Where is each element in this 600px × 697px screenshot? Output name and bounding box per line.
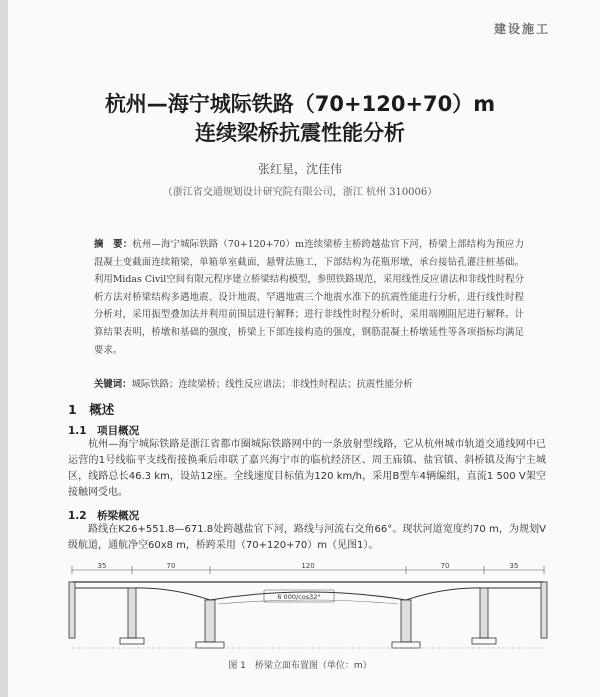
span-label-5: 35	[509, 562, 519, 570]
pier	[128, 588, 136, 638]
abutment	[541, 582, 547, 638]
subsection-heading-1-2	[68, 508, 139, 523]
span-label-1: 35	[97, 562, 107, 570]
abstract-label: 摘 要：	[94, 239, 133, 250]
pier	[480, 588, 488, 638]
abstract	[94, 236, 524, 359]
subsection-title: 桥梁概况	[97, 510, 140, 522]
section-title: 概述	[89, 402, 115, 417]
section-number: 1	[68, 402, 77, 417]
figure-caption: 图 1 桥梁立面布置图（单位：m）	[228, 661, 372, 671]
span-label-4: 70	[440, 562, 450, 570]
keywords-text: 城际铁路；连续梁桥；线性反应谱法；非线性时程法；抗震性能分析	[131, 379, 413, 390]
subsection-heading-1-1	[68, 423, 139, 438]
pier	[401, 600, 411, 642]
annotation-text: 6 000/cos32°	[277, 593, 321, 601]
subsection-number: 1.1	[68, 425, 87, 437]
abutment	[69, 582, 75, 638]
title-line-1: 杭州—海宁城际铁路（70+120+70）m	[104, 92, 496, 116]
section-tag: 建设施工	[493, 22, 550, 36]
title-line-2: 连续梁桥抗震性能分析	[195, 121, 405, 145]
subsection-number: 1.2	[68, 510, 87, 522]
paragraph-project-overview: 杭州—海宁城际铁路是浙江省都市圈城际铁路网中的一条放射型线路，它从杭州城市轨道交通线网中已运营的1号线临平支线衔接换乘后串联了嘉兴海宁市的临杭经济区、周王庙镇、盐官镇、斜桥镇及海宁主城区，线路总长46.3 km，设站12座。全线速度目标值为120 km/h，采用B型车4辆编组，直流1 500 V架空接触网受电。	[68, 439, 546, 498]
span-label-2: 70	[166, 562, 176, 570]
affiliation: （浙江省交通规划设计研究院有限公司，浙江 杭州 310006）	[162, 187, 438, 198]
abstract-text: 杭州—海宁城际铁路（70+120+70）m连续梁桥主桥跨越盐官下河，桥梁上部结构为预应力混凝土变截面连续箱梁，单箱单室截面，悬臂法施工，下部结构为花瓶形墩，承台接钻孔灌注桩基础。利用Midas Civil空间有限元程序建立桥梁结构模型，参照铁路规范，采用线性反应谱法和非线性时程分析方法对桥梁结构多遇地震、设计地震、罕遇地震三个地震水准下的抗震性能进行分析，进行线性时程分析对，采用振型叠加法并利用前围层进行解释；进行非线性时程分析时，采用端刚阻尼进行解释。计算结果表明，桥墩和基础的强度，桥梁上下部连接构造的强度，钢筋混凝土桥墩延性等各项指标均满足要求。	[94, 239, 524, 356]
pier	[205, 600, 215, 642]
bridge-elevation-figure	[68, 560, 548, 655]
page-edge	[0, 0, 8, 697]
authors: 张红星，沈佳伟	[257, 162, 342, 176]
keywords	[94, 376, 534, 390]
section-heading-1	[68, 400, 114, 418]
keywords-label: 关键词：	[94, 379, 132, 390]
subsection-title: 项目概况	[97, 425, 140, 437]
span-label-3: 120	[301, 562, 315, 570]
paragraph-bridge-overview: 路线在K26+551.8—671.8处跨越盐官下河，路线与河流右交角66°。现状河道宽度约70 m，为规划V级航道，通航净空60x8 m，桥跨采用（70+120+70）m（见图1）。	[68, 524, 546, 551]
